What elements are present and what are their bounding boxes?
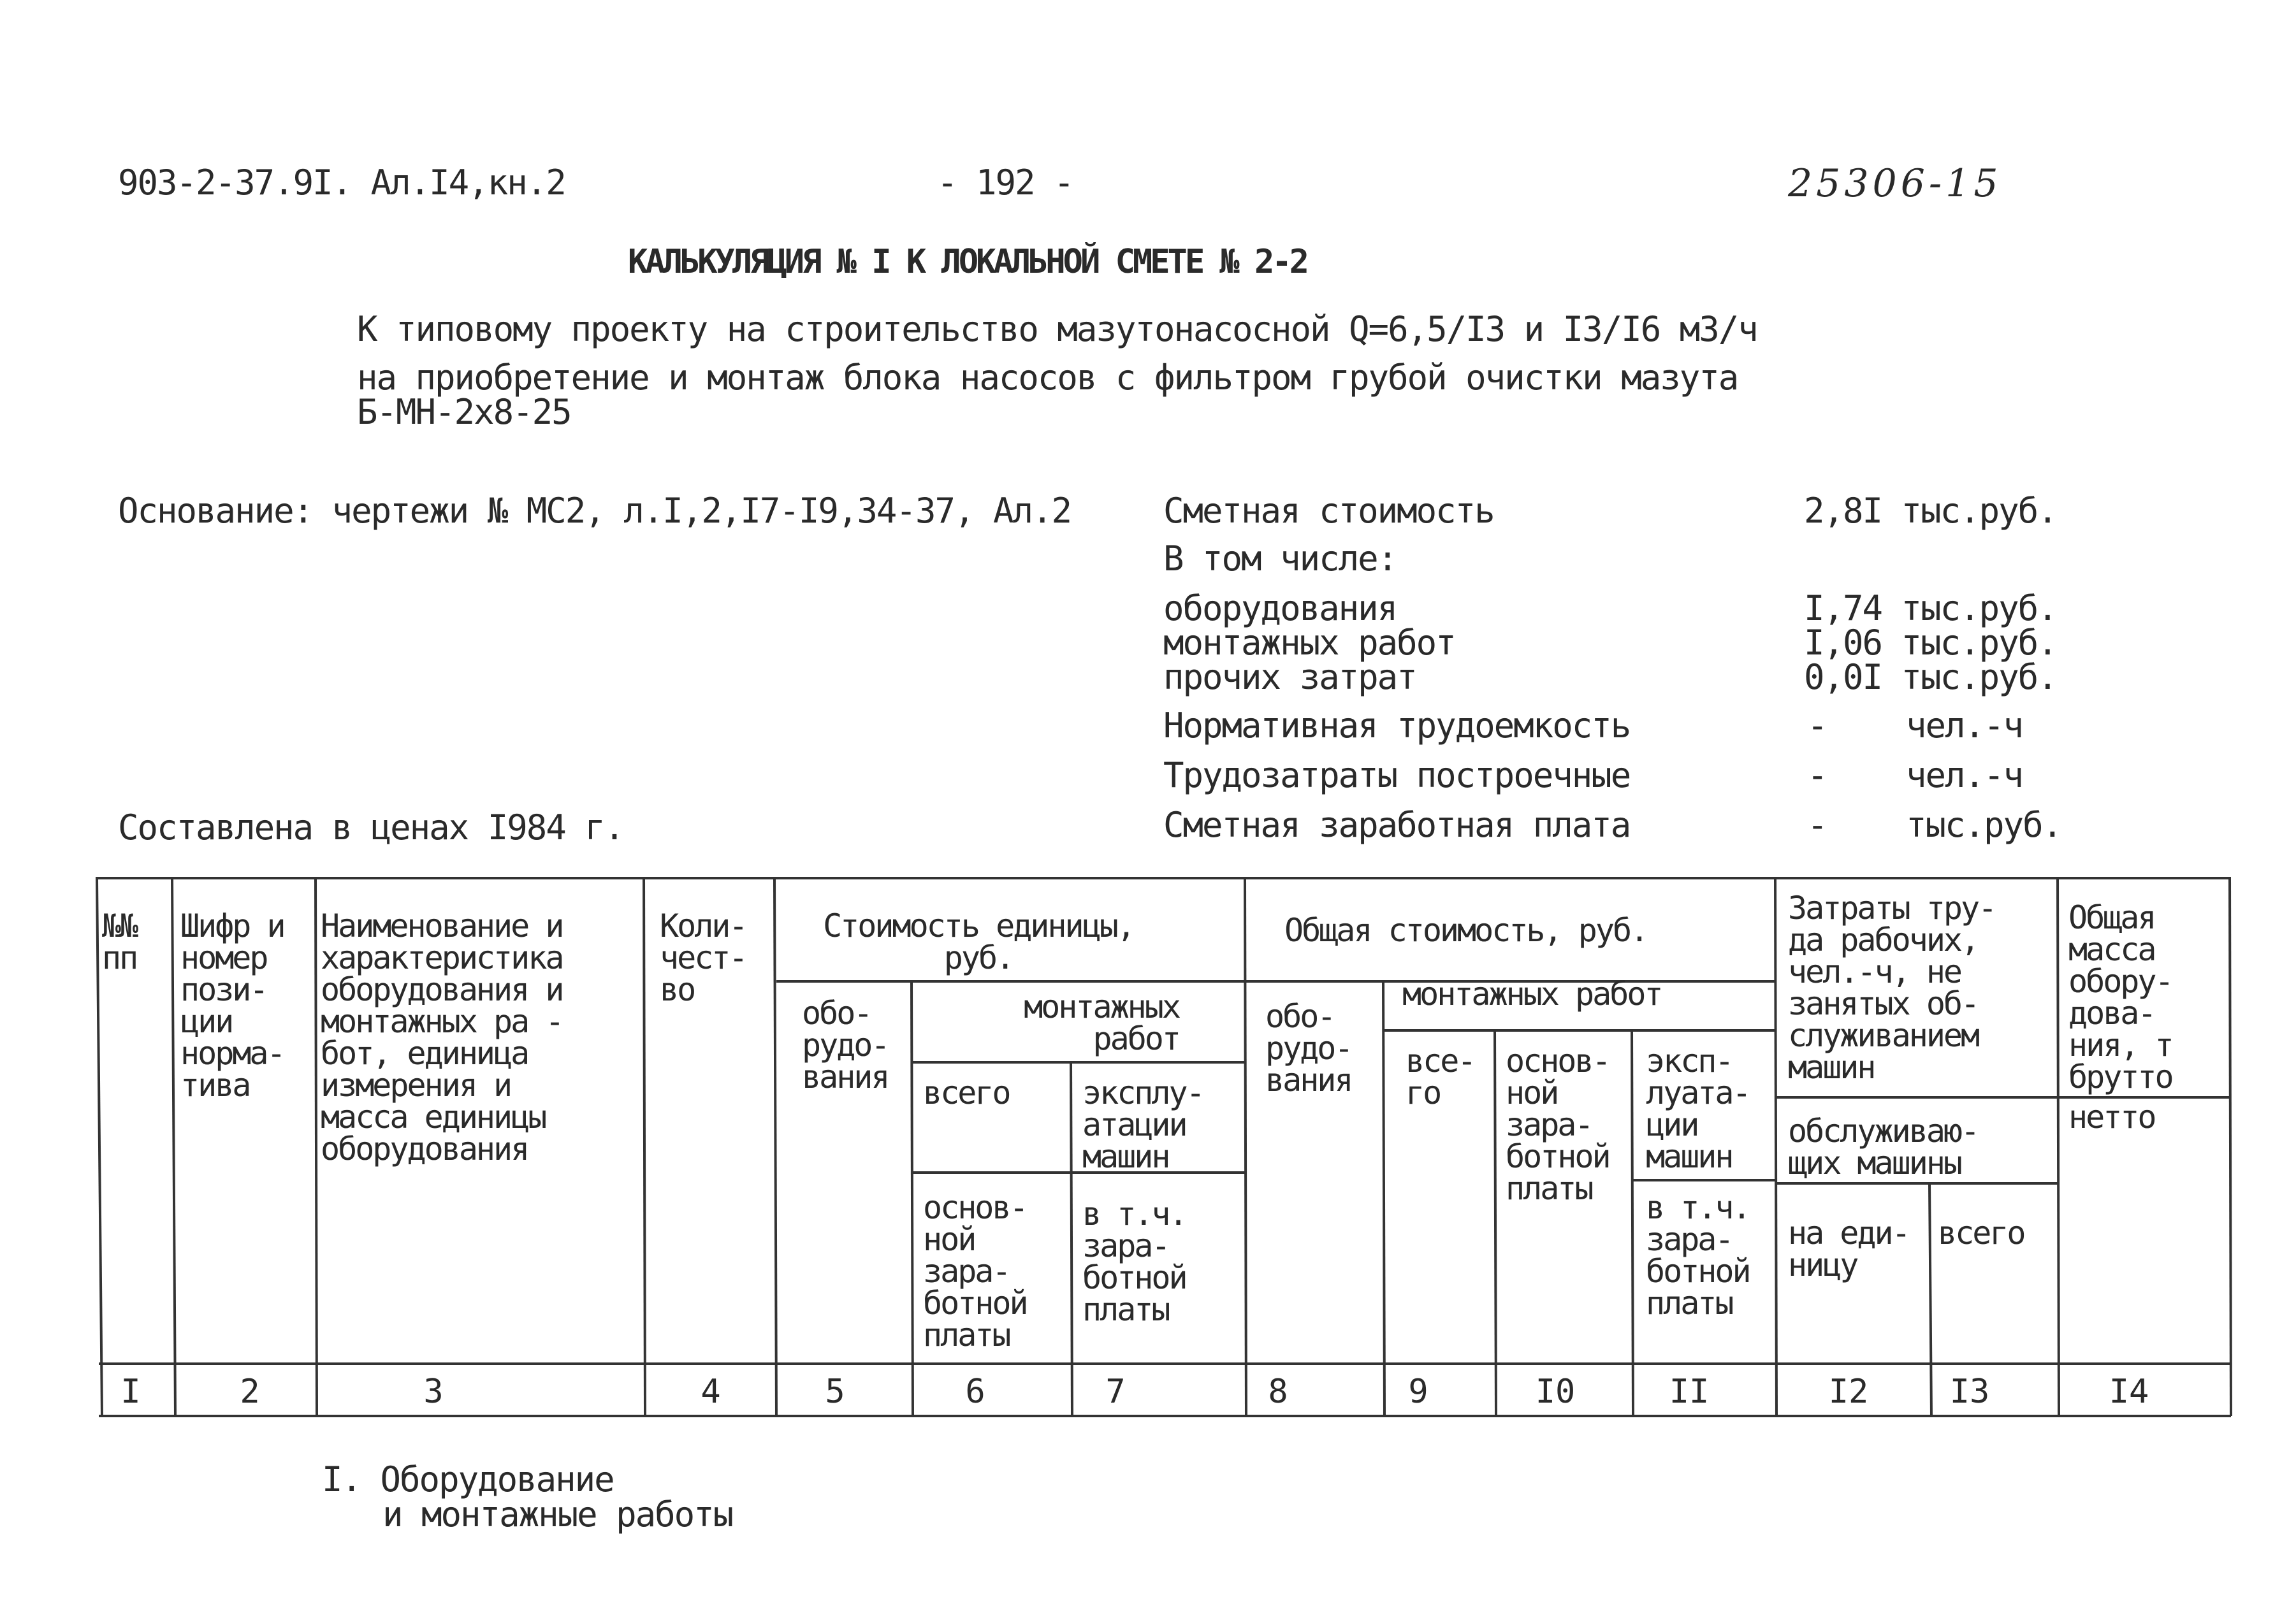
title-line-1: К типовому проекту на строительство мазутонасосной Q=6,5/I3 и I3/I6 м3/ч — [357, 309, 1757, 349]
header-line: бот, единица — [321, 1035, 528, 1072]
header-line: работ — [1093, 1020, 1179, 1057]
header-line: Наименование и — [321, 907, 563, 944]
header-line: всего — [1938, 1215, 2024, 1252]
col-quantity-header — [660, 907, 746, 1008]
header-line: №№ — [102, 907, 137, 944]
header-line: вания — [1265, 1062, 1352, 1099]
header-line: эксплу- — [1082, 1074, 1203, 1111]
header-line: монтажных ра - — [321, 1003, 563, 1040]
header-line: обору- — [2068, 963, 2172, 1000]
header-line: все- — [1406, 1043, 1475, 1080]
total-equipment-header — [1265, 998, 1352, 1099]
column-number: 3 — [423, 1373, 444, 1411]
other-costs-value: 0,0I тыс.руб. — [1804, 657, 2057, 697]
header-line: платы — [1082, 1291, 1169, 1328]
column-number: I0 — [1535, 1373, 1576, 1411]
total-wage-header — [1506, 1043, 1609, 1207]
header-line: ции — [180, 1003, 233, 1040]
header-line: ницу — [1788, 1246, 1857, 1283]
header-line: основ- — [1506, 1043, 1609, 1080]
equipment-value: I,74 тыс.руб. — [1804, 588, 2057, 628]
header-line: пози- — [180, 971, 267, 1008]
including-label: В том числе: — [1163, 538, 1397, 579]
title-line-2: на приобретение и монтаж блока насосов с фильтром грубой очистки мазута — [357, 358, 1738, 398]
header-line: Шифр и — [180, 907, 284, 944]
column-number: I3 — [1949, 1373, 1990, 1411]
header-line: чест- — [660, 939, 746, 976]
header-line: машин — [1646, 1138, 1733, 1175]
labor-norm-dash: - — [1807, 705, 1827, 746]
labor-site-dash: - — [1807, 755, 1827, 795]
column-number: 7 — [1105, 1373, 1126, 1411]
header-line: ботной — [923, 1285, 1027, 1322]
labor-header — [1788, 890, 1996, 1086]
mass-header — [2068, 899, 2172, 1095]
inventory-number: 25306-15 — [1788, 161, 2002, 206]
wage-label: Сметная заработная плата — [1163, 805, 1631, 845]
header-line: измерения и — [321, 1067, 511, 1104]
labor-site-label: Трудозатраты построечные — [1163, 755, 1631, 795]
column-number: 4 — [701, 1373, 721, 1411]
col-code-header — [180, 907, 284, 1104]
header-line: ной — [923, 1221, 975, 1258]
col-number-header — [102, 907, 137, 976]
total-install-header — [1402, 976, 1662, 1013]
unit-wage-header — [923, 1189, 1027, 1354]
header-line: ботной — [1646, 1253, 1750, 1290]
column-number: 8 — [1268, 1373, 1288, 1411]
header-line: зара- — [1506, 1106, 1592, 1143]
header-line: нетто — [2068, 1099, 2155, 1136]
header-line: масса единицы — [321, 1099, 546, 1136]
column-number: 9 — [1408, 1373, 1428, 1411]
header-line: луата- — [1646, 1074, 1750, 1111]
header-line: характеристика — [321, 939, 563, 976]
estimated-cost-label: Сметная стоимость — [1163, 491, 1494, 531]
header-line: обо- — [802, 995, 871, 1032]
header-line: Коли- — [660, 907, 746, 944]
title-line-3: Б-МН-2х8-25 — [357, 392, 571, 432]
total-all-header — [1406, 1045, 1474, 1109]
total-cost-header — [1284, 912, 1648, 949]
header-line: го — [1406, 1074, 1441, 1111]
header-line: атации — [1082, 1106, 1186, 1143]
header-line: обо- — [1265, 998, 1335, 1035]
header-line: служиванием — [1788, 1017, 1979, 1054]
section-heading-line-2: и монтажные работы — [382, 1494, 733, 1535]
header-line: чел.-ч, не — [1788, 953, 1961, 990]
header-line: ной — [1506, 1074, 1558, 1111]
column-number: I — [120, 1373, 141, 1411]
column-number: I4 — [2109, 1373, 2149, 1411]
header-line: во — [660, 971, 695, 1008]
header-line: брутто — [2068, 1058, 2172, 1095]
header-line: рудо- — [802, 1027, 889, 1064]
total-machines-header — [1646, 1045, 1750, 1173]
header-line: Общая стоимость, руб. — [1284, 912, 1648, 949]
header-line: Стоимость единицы, — [823, 907, 1134, 944]
header-line: ции — [1646, 1106, 1698, 1143]
installation-label: монтажных работ — [1163, 623, 1455, 663]
header-line: платы — [1506, 1170, 1592, 1207]
document-code: 903-2-37.9I. Ал.I4,кн.2 — [118, 163, 565, 203]
section-heading-line-1: I. Оборудование — [322, 1459, 614, 1499]
column-number: I2 — [1828, 1373, 1869, 1411]
header-line: рудо- — [1265, 1030, 1352, 1067]
header-line: щих машины — [1788, 1145, 1961, 1181]
page-number: - 192 - — [937, 163, 1073, 203]
header-line: ботной — [1506, 1138, 1609, 1175]
total-machine-wage-header — [1646, 1189, 1750, 1322]
calculation-heading: КАЛЬКУЛЯЦИЯ № I К ЛОКАЛЬНОЙ СМЕТЕ № 2-2 — [628, 243, 1307, 281]
mass-net-header — [2068, 1099, 2155, 1136]
header-line: на еди- — [1788, 1215, 1909, 1252]
header-line: норма- — [180, 1035, 284, 1072]
basis-text: Основание: чертежи № МС2, л.I,2,I7-I9,34-37, Ал.2 — [118, 491, 1072, 531]
unit-equipment-header — [802, 997, 889, 1093]
header-line: номер — [180, 939, 267, 976]
header-line: тива — [180, 1067, 250, 1104]
header-line: дова- — [2068, 995, 2155, 1032]
header-line: занятых об- — [1788, 985, 1979, 1022]
header-line: зара- — [923, 1253, 1010, 1290]
header-line: платы — [923, 1317, 1010, 1354]
labor-norm-unit: чел.-ч — [1906, 705, 2023, 746]
header-line: пп — [102, 939, 137, 976]
unit-machine-wage-header — [1082, 1195, 1186, 1328]
col-name-header — [321, 907, 563, 1167]
header-line: основ- — [923, 1189, 1027, 1226]
header-line: машин — [1788, 1049, 1875, 1086]
header-line: масса — [2068, 931, 2155, 968]
header-line: оборудования и — [321, 971, 563, 1008]
column-number: 5 — [825, 1373, 845, 1411]
labor-total-header — [1938, 1215, 2024, 1252]
header-line: монтажных работ — [1402, 976, 1662, 1013]
header-line: руб. — [943, 939, 1014, 976]
column-number: II — [1669, 1373, 1710, 1411]
header-line: в т.ч. — [1082, 1195, 1186, 1232]
header-line: всего — [923, 1074, 1010, 1111]
column-number: 2 — [240, 1373, 260, 1411]
labor-service-header — [1788, 1115, 1978, 1179]
labor-norm-label: Нормативная трудоемкость — [1163, 705, 1631, 746]
header-line: вания — [802, 1058, 889, 1095]
equipment-label: оборудования — [1163, 588, 1397, 628]
header-line: обслуживаю- — [1788, 1113, 1979, 1150]
labor-per-unit-header — [1788, 1217, 1909, 1281]
wage-unit: тыс.руб. — [1906, 805, 2062, 845]
header-line: ботной — [1082, 1259, 1186, 1296]
unit-cost-header — [800, 907, 1157, 976]
header-line: зара- — [1646, 1221, 1733, 1258]
other-costs-label: прочих затрат — [1163, 657, 1416, 697]
header-line: машин — [1082, 1138, 1169, 1175]
unit-total-header — [923, 1074, 1010, 1111]
header-line: монтажных — [1024, 988, 1179, 1025]
header-line: Затраты тру- — [1788, 890, 1996, 927]
installation-value: I,06 тыс.руб. — [1804, 623, 2057, 663]
estimated-cost-value: 2,8I тыс.руб. — [1804, 491, 2057, 531]
header-line: платы — [1646, 1285, 1733, 1322]
header-line: ния, т — [2068, 1027, 2172, 1064]
unit-install-header — [969, 988, 1179, 1057]
labor-site-unit: чел.-ч — [1906, 755, 2023, 795]
header-line: да рабочих, — [1788, 921, 1979, 958]
header-line: эксп- — [1646, 1043, 1733, 1080]
header-line: Общая — [2068, 899, 2155, 936]
unit-machines-header — [1082, 1074, 1203, 1175]
wage-dash: - — [1807, 805, 1827, 845]
header-line: оборудования — [321, 1130, 528, 1167]
header-line: в т.ч. — [1646, 1189, 1750, 1226]
header-line: зара- — [1082, 1227, 1169, 1264]
column-number: 6 — [965, 1373, 985, 1411]
compiled-prices: Составлена в ценах I984 г. — [118, 807, 624, 848]
